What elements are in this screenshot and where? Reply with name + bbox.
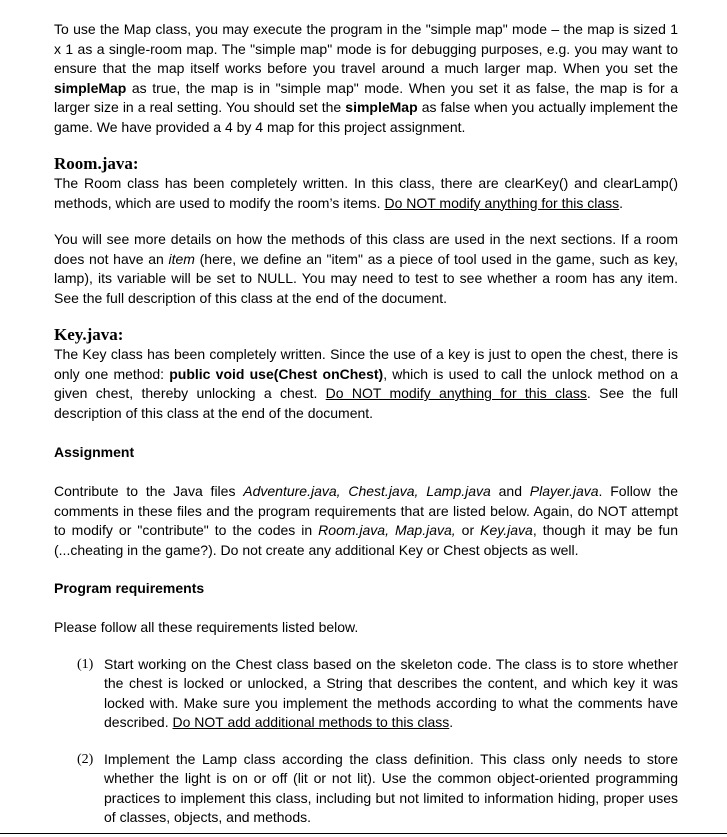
page-bottom-rule [0, 833, 727, 834]
text-run: The Room class has been completely written. In this class, there are clearKey() and clearLamp() methods, which are used to modify the room’s items. [54, 175, 678, 211]
text-run: or [455, 522, 481, 538]
text-run: as true, the map is in "simple map" mode. When you set it as false, the map is for a larger size in a real setting. You should set the [54, 79, 678, 115]
text-run: (here, we define an "item" as a piece of tool used in the game, such as key, lamp), its variable will be set to NULL. You may need to test to see whether a room has any item. See the full description of this class at the end of the document. [54, 250, 679, 306]
italic-term: Room.java, Map.java, [318, 522, 456, 538]
item-number: (1) [77, 656, 94, 672]
text-run: and [490, 483, 530, 499]
text-run: Start working on the Chest class based on the skeleton code. The class is to store whether the chest is locked or unlocked, a String that describes the content, and which key it was locked with. Make sure you implement the methods according to what the comments have described. [104, 655, 678, 730]
intro-paragraph [54, 20, 678, 137]
underlined-warning: Do NOT add additional methods to this class [172, 714, 450, 730]
key-paragraph [54, 345, 678, 423]
italic-term: Player.java [529, 483, 599, 499]
requirement-item [54, 750, 678, 828]
requirements-heading: Program requirements [54, 580, 205, 596]
bold-term: public void use(Chest onChest) [169, 365, 384, 382]
text-run: You will see more details on how the methods of this class are used in the next sections. If a room does not have an [54, 231, 678, 267]
text-run: . See the full description of this class at the end of the document. [54, 385, 679, 421]
key-heading: Key.java: [54, 325, 124, 344]
text-run: . [619, 194, 624, 211]
text-run: Implement the Lamp class according the class definition. This class only needs to store whether the light is on or off (lit or not lit). Use the common object-oriented programming practices to implement this class, including but not limited to information hiding, proper uses of classes, objects, and methods. [104, 750, 678, 825]
underlined-warning: Do NOT modify anything for this class [325, 385, 587, 401]
text-run: , which is used to call the unlock method on a given chest, thereby unlocking a chest. [54, 365, 679, 401]
document-page [54, 20, 678, 828]
text-run: . [449, 714, 454, 730]
text-run: as false when you actually implement the game. We have provided a 4 by 4 map for this project assignment. [54, 99, 679, 135]
room-paragraph-2 [54, 230, 678, 308]
room-paragraph-1 [54, 174, 678, 213]
text-run: . Follow the comments in these files and the program requirements that are listed below. Again, do NOT attempt to modify or "contribute" to the codes in [54, 483, 678, 538]
room-heading: Room.java: [54, 154, 139, 173]
assignment-heading: Assignment [54, 444, 135, 460]
bold-term: simpleMap [345, 99, 418, 115]
text-run: Contribute to the Java files [54, 483, 244, 499]
text-run: , though it may be fun (...cheating in the game?). Do not create any additional Key or Chest objects as well. [54, 522, 678, 558]
assignment-paragraph [54, 482, 678, 560]
requirement-item [54, 655, 678, 733]
italic-term: Key.java [480, 522, 533, 538]
text-run: To use the Map class, you may execute the program in the "simple map" mode – the map is sized 1 x 1 as a single-room map. The "simple map" mode is for debugging purposes, e.g. you may want to ensure that the map itself works before you travel around a much larger map. When you set the [54, 21, 678, 76]
requirements-intro: Please follow all these requirements listed below. [54, 619, 359, 635]
bold-term: simpleMap [54, 79, 127, 96]
italic-term: item [168, 250, 195, 267]
text-run: The Key class has been completely written. Since the use of a key is just to open the chest, there is only one method: [54, 346, 678, 382]
italic-term: Adventure.java, Chest.java, Lamp.java [243, 483, 491, 499]
underlined-warning: Do NOT modify anything for this class [384, 194, 620, 211]
item-number: (2) [77, 751, 94, 767]
